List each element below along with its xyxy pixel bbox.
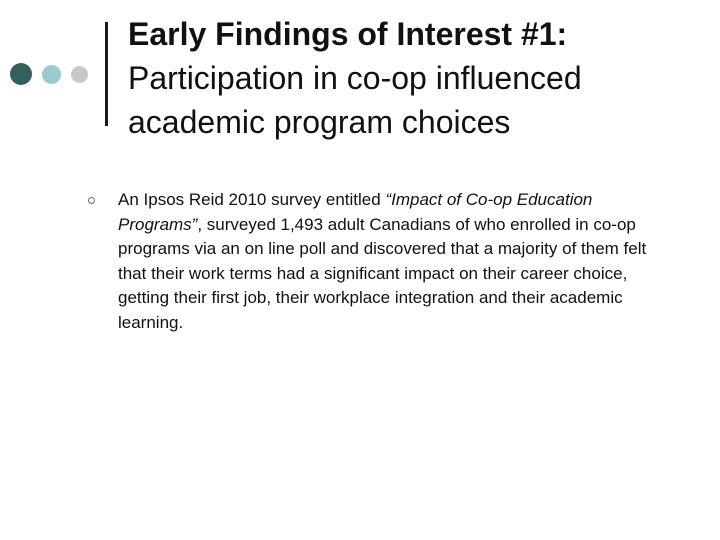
decorative-dot-gray	[71, 66, 88, 83]
decorative-dot-light	[42, 65, 61, 84]
bullet-item	[88, 188, 658, 336]
bullet-text-after: , surveyed 1,493 adult Canadians of who enrolled in co-op programs via an on line poll and discovered that a majority of them felt that their work terms had a significant impact on their career choice, getting their first job, their workplace integration and their academic learning.	[118, 214, 647, 332]
slide-title	[128, 12, 708, 144]
bullet-text-before: An Ipsos Reid 2010 survey entitled	[118, 190, 386, 209]
title-divider	[105, 22, 108, 126]
bullet-circle-icon	[88, 197, 95, 204]
survey-title: “Impact of Co-op Education Programs”	[118, 190, 593, 234]
title-subheading: Participation in co-op influenced academic program choices	[128, 60, 582, 140]
bullet-list	[88, 188, 658, 336]
decorative-dot-dark	[10, 63, 32, 85]
title-heading: Early Findings of Interest #1:	[128, 16, 568, 52]
